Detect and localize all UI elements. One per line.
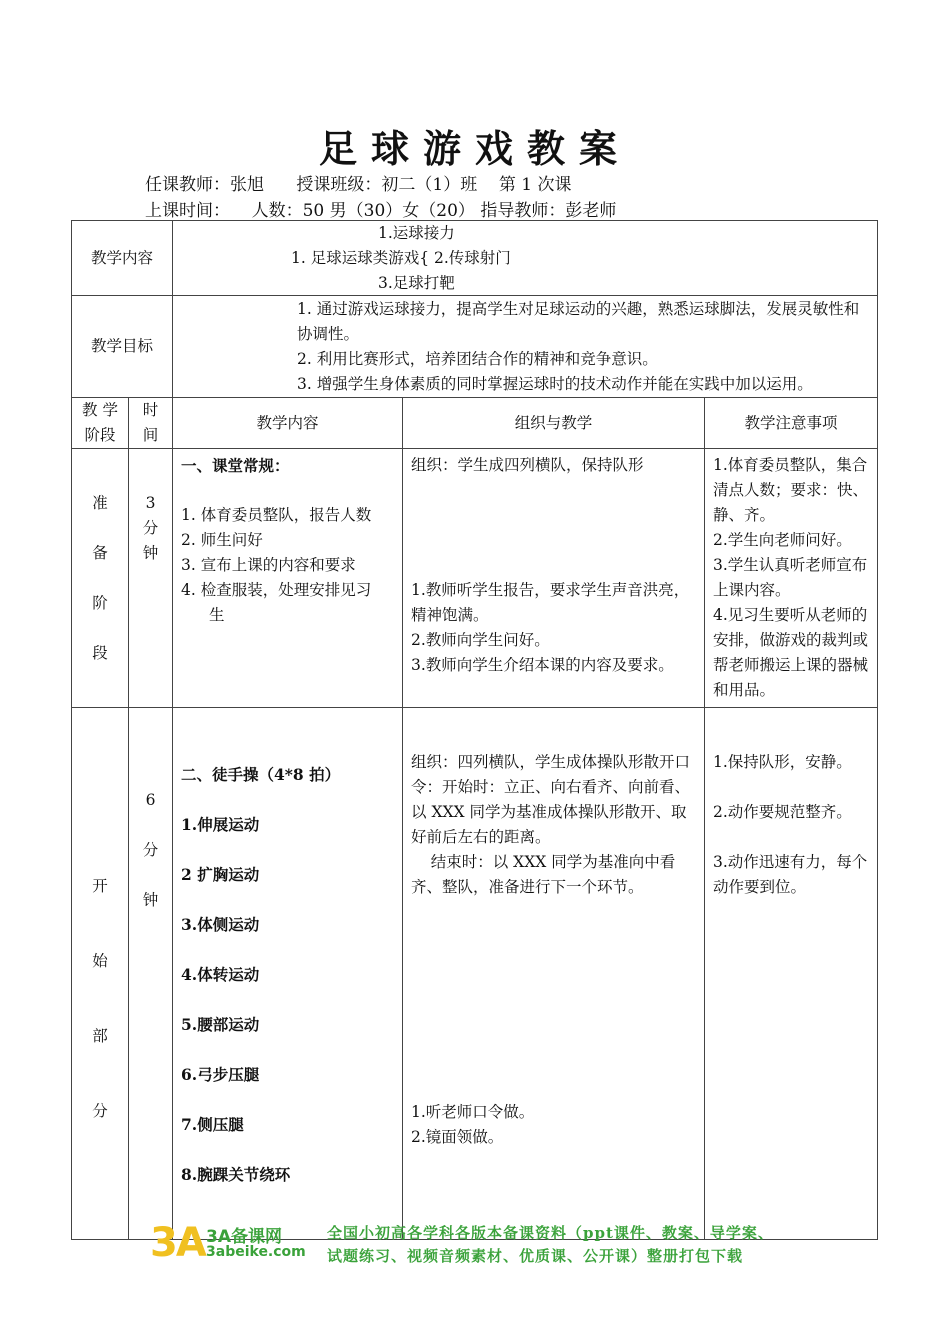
prep-org (403, 449, 705, 708)
start-time: 6 分 钟 (129, 708, 173, 1240)
exercise-item: 5.腰部运动 (181, 1015, 260, 1034)
prep-note: 3.学生认真听老师宣布上课内容。 (713, 556, 868, 599)
header-stage: 教 学 阶段 (72, 398, 129, 449)
prep-note: 2.学生向老师问好。 (713, 531, 852, 549)
start-org-item: 1.听老师口令做。 (411, 1103, 535, 1121)
content-item-1: 1.运球接力 (378, 224, 455, 242)
prep-item: 1. 体育委员整队，报告人数 (181, 506, 372, 524)
document-title: 足球游戏教案 (318, 126, 631, 171)
goal-row (72, 296, 878, 398)
prep-org-item: 2.教师向学生问好。 (411, 631, 550, 649)
prep-time: 3 分 钟 (129, 449, 173, 708)
exercise-item: 2 扩胸运动 (181, 865, 260, 884)
header-time: 时 间 (129, 398, 173, 449)
prep-heading: 一、课堂常规： (181, 456, 290, 475)
header-notes: 教学注意事项 (705, 398, 878, 449)
prep-content (173, 449, 403, 708)
start-heading: 二、徒手操（4*8 拍） (181, 765, 341, 784)
start-content (173, 708, 403, 1240)
exercise-item: 7.侧压腿 (181, 1115, 244, 1134)
time-count-info: 上课时间： 人数：50 男（30）女（20） 指导教师：彭老师 (145, 201, 617, 221)
content-cell (173, 221, 878, 296)
prep-row (72, 449, 878, 708)
start-org-item: 2.镜面领做。 (411, 1128, 504, 1146)
teacher-class-info: 任课教师：张旭 授课班级：初二（1）班 第 1 次课 (145, 175, 572, 195)
prep-item: 2. 师生问好 (181, 531, 263, 549)
prep-note: 1.体育委员整队，集合清点人数；要求：快、静、齐。 (713, 456, 869, 524)
start-notes (705, 708, 878, 1240)
goal-cell (173, 296, 878, 398)
exercise-item: 6.弓步压腿 (181, 1065, 260, 1084)
exercise-item: 4.体转运动 (181, 965, 260, 984)
prep-org-top: 组织：学生成四列横队，保持队形 (411, 456, 644, 474)
header-org: 组织与教学 (403, 398, 705, 449)
content-label: 教学内容 (72, 221, 173, 296)
footer-text: 全国小初高各学科各版本备课资料（ppt课件、教案、导学案、 试题练习、视频音频素材、优质课、公开课）整册打包下载 (327, 1224, 774, 1265)
content-row (72, 221, 878, 296)
start-org-p2: 结束时：以 XXX 同学为基准向中看齐、整队，准备进行下一个环节。 (411, 853, 676, 896)
prep-note: 4.见习生要听从老师的安排，做游戏的裁判或帮老师搬运上课的器械和用品。 (713, 606, 869, 699)
start-stage: 开 始 部 分 (72, 708, 129, 1240)
goal-item: 2. 利用比赛形式，培养团结合作的精神和竞争意识。 (297, 350, 658, 368)
goal-item: 1. 通过游戏运球接力，提高学生对足球运动的兴趣，熟悉运球脚法，发展灵敏性和协调性。 (297, 300, 860, 343)
prep-notes (705, 449, 878, 708)
goal-label: 教学目标 (72, 296, 173, 398)
footer-banner (150, 1220, 850, 1270)
content-item-3: 3.足球打靶 (378, 274, 455, 292)
start-note: 2.动作要规范整齐。 (713, 803, 852, 821)
start-row (72, 708, 878, 1240)
content-item-main: 1. 足球运球类游戏{ 2.传球射门 (291, 249, 511, 267)
prep-org-item: 3.教师向学生介绍本课的内容及要求。 (411, 656, 674, 674)
prep-item: 3. 宣布上课的内容和要求 (181, 556, 356, 574)
header-content: 教学内容 (173, 398, 403, 449)
goal-item: 3. 增强学生身体素质的同时掌握运球时的技术动作并能在实践中加以运用。 (297, 375, 813, 393)
exercise-item: 3.体侧运动 (181, 915, 260, 934)
start-note: 3.动作迅速有力，每个动作要到位。 (713, 853, 868, 896)
lesson-plan-table (71, 220, 878, 1240)
header-row (72, 398, 878, 449)
exercise-item: 8.腕踝关节绕环 (181, 1165, 291, 1184)
prep-stage: 准 备 阶 段 (72, 449, 129, 708)
prep-item-cont: 生 (209, 606, 225, 624)
exercise-item: 1.伸展运动 (181, 815, 260, 834)
start-org (403, 708, 705, 1240)
start-note: 1.保持队形，安静。 (713, 753, 852, 771)
start-org-p1: 组织：四列横队，学生成体操队形散开口令：开始时：立正、向右看齐、向前看、以 XXX 同学为基准成体操队形散开、取好前后左右的距离。 (411, 753, 691, 846)
site-logo: 3A 3A备课网 3abeike.com (150, 1220, 306, 1266)
prep-org-item: 1.教师听学生报告，要求学生声音洪亮，精神饱满。 (411, 581, 690, 624)
prep-item: 4. 检查服装，处理安排见习 (181, 581, 372, 599)
